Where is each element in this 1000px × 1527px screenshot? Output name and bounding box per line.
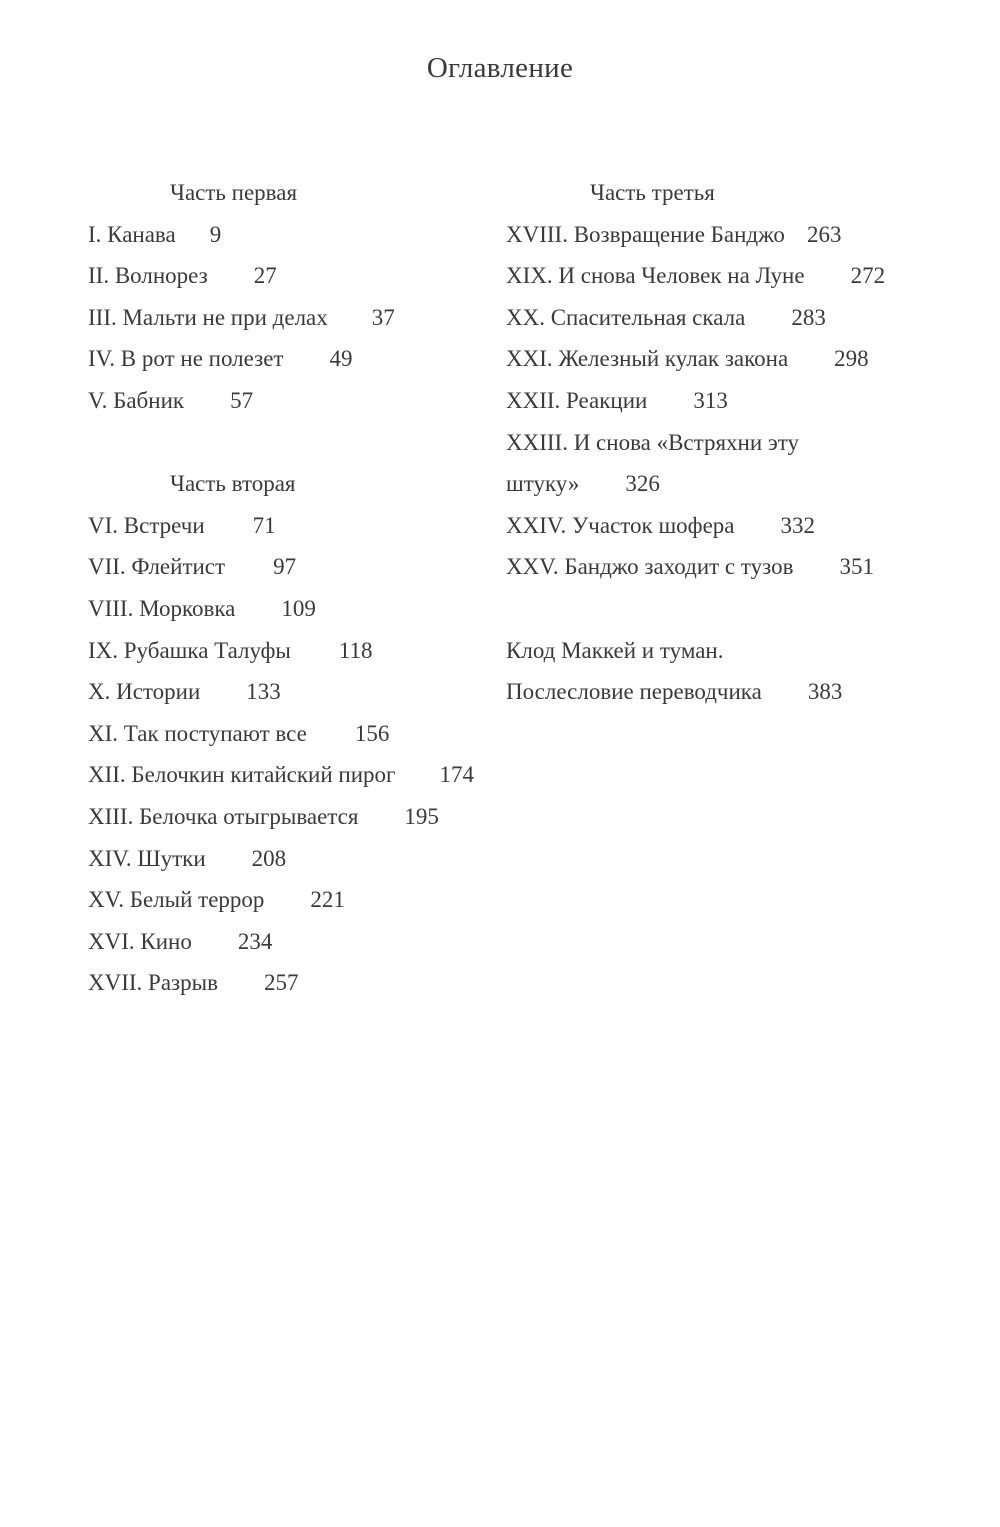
toc-entry[interactable] [88,921,508,963]
afterword-entry[interactable] [506,630,946,672]
toc-entry[interactable] [506,505,946,547]
entry-label: XIV. Шутки [88,845,206,871]
entry-label: XXIV. Участок шофера [506,512,735,538]
entry-label: XIII. Белочка отыгрывается [88,803,359,829]
toc-entry[interactable] [88,505,508,547]
toc-entry[interactable] [506,214,946,256]
entry-label: штуку» [506,471,580,497]
toc-entry[interactable] [88,588,508,630]
entry-page: 57 [230,387,254,413]
entry-label: XXI. Железный кулак закона [506,346,789,372]
entry-label: XV. Белый террор [88,887,265,913]
toc-entry[interactable] [506,338,946,380]
afterword-subtitle: Послесловие переводчика [506,679,762,705]
entry-label: X. Истории [88,679,201,705]
toc-entry[interactable] [506,255,946,297]
entry-page: 133 [246,679,281,705]
entry-label: III. Мальти не при делах [88,304,328,330]
entry-page: 174 [439,762,474,788]
part-heading-2: Часть вторая [170,471,296,497]
entry-page: 257 [263,970,299,996]
part-heading-3: Часть третья [590,180,715,205]
afterword-title: Клод Маккей и туман. [506,637,724,663]
entry-page: 351 [839,554,874,580]
entry-label: II. Волнорез [88,263,208,289]
entry-page: 326 [625,471,660,497]
toc-entry[interactable] [88,713,508,755]
entry-page: 313 [693,387,728,413]
toc-entry[interactable] [88,838,508,880]
toc-entry[interactable] [88,214,508,256]
toc-entry[interactable] [88,255,508,297]
entry-label: XVII. Разрыв [88,970,218,996]
entry-page: 118 [338,637,373,663]
entry-label: VII. Флейтист [88,554,226,580]
toc-entry[interactable] [88,338,508,380]
toc-entry[interactable] [88,546,508,588]
entry-label: XXII. Реакции [506,387,648,413]
toc-entry[interactable] [88,671,508,713]
toc-entry[interactable] [506,422,946,464]
entry-label: I. Канава [88,221,176,247]
entry-label: XII. Белочкин китайский пирог [88,762,396,788]
toc-entry[interactable] [88,962,508,1004]
entry-page: 27 [253,263,277,289]
toc-entry[interactable] [88,297,508,339]
entry-page: 332 [780,512,815,538]
afterword-entry-continued[interactable] [506,671,946,713]
entry-label: XVIII. Возвращение Банджо [506,221,785,247]
entry-label: XIX. И снова Человек на Луне [506,263,805,289]
toc-entry[interactable] [88,754,508,796]
entry-page: 272 [850,263,886,289]
entry-label: V. Бабник [88,387,185,413]
entry-label: XX. Спасительная скала [506,304,746,330]
toc-entry[interactable] [506,297,946,339]
entry-page: 234 [237,928,273,954]
entry-page: 37 [371,304,395,330]
toc-entry[interactable] [506,546,946,588]
toc-entry-continued[interactable] [506,463,946,505]
entry-page: 71 [252,512,276,538]
entry-label: VI. Встречи [88,512,205,538]
entry-page: 263 [806,221,842,247]
entry-label: IV. В рот не полезет [88,346,284,372]
entry-page: 283 [791,304,826,330]
entry-page: 109 [281,595,316,621]
entry-label: XXV. Банджо заходит с тузов [506,554,794,580]
entry-label: IX. Рубашка Талуфы [88,637,291,663]
entry-page: 49 [329,346,353,372]
entry-page: 9 [209,221,222,247]
entry-page: 195 [404,803,439,829]
entry-page: 383 [807,679,843,705]
entry-page: 208 [251,845,287,871]
entry-label: XVI. Кино [88,928,192,954]
toc-entry[interactable] [506,380,946,422]
toc-left-column [88,172,508,1004]
page-title: Оглавление [426,52,574,84]
entry-page: 298 [834,346,869,372]
entry-page: 221 [310,887,345,913]
toc-entry[interactable] [88,630,508,672]
entry-label: VIII. Морковка [88,595,236,621]
toc-entry[interactable] [88,879,508,921]
entry-page: 156 [354,720,390,746]
part-heading-1: Часть первая [170,180,298,205]
entry-label: XXIII. И снова «Встряхни эту [506,429,800,455]
toc-right-column [506,172,946,713]
toc-entry[interactable] [88,380,508,422]
toc-entry[interactable] [88,796,508,838]
entry-page: 97 [273,554,297,580]
entry-label: XI. Так поступают все [88,720,307,746]
